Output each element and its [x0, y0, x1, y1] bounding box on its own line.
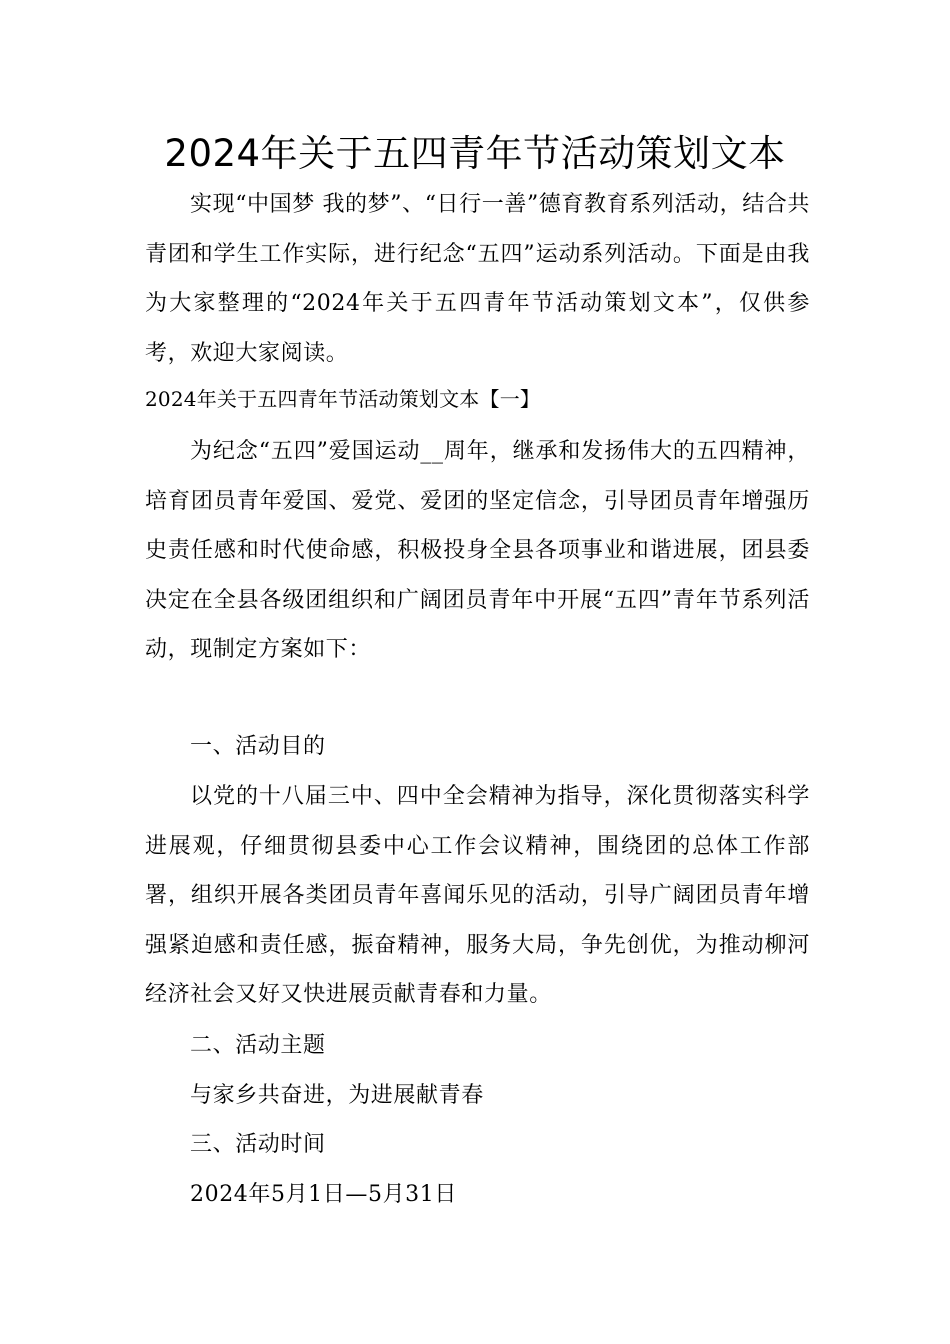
activity-theme-text: 与家乡共奋进，为进展献青春 [190, 1083, 484, 1108]
intro-paragraph: 实现“中国梦 我的梦”、“日行一善”德育教育系列活动，结合共青团和学生工作实际，进行纪念“五四”运动系列活动。下面是由我为大家整理的“2024年关于五四青年节活动策划文本”，仅供参考，欢迎大家阅读。 [145, 192, 810, 366]
paragraph-purpose-intro: 为纪念“五四”爱国运动__周年，继承和发扬伟大的五四精神，培育团员青年爱国、爱党、爱团的坚定信念，引导团员青年增强历史责任感和时代使命感，积极投身全县各项事业和谐进展，团县委决定在全县各级团组织和广阔团员青年中开展“五四”青年节系列活动，现制定方案如下： [145, 439, 810, 662]
heading-activity-theme: 二、活动主题 [190, 1033, 326, 1058]
paragraph-activity-goal: 以党的十八届三中、四中全会精神为指导，深化贯彻落实科学进展观，仔细贯彻县委中心工作会议精神，围绕团的总体工作部署，组织开展各类团员青年喜闻乐见的活动，引导广阔团员青年增强紧迫感和责任感，振奋精神，服务大局，争先创优，为推动柳河经济社会又好又快进展贡献青春和力量。 [145, 784, 810, 1007]
activity-time-text: 2024年5月1日—5月31日 [190, 1182, 457, 1207]
heading-activity-time: 三、活动时间 [190, 1132, 326, 1157]
document-title: 2024年关于五四青年节活动策划文本 [164, 132, 786, 175]
heading-activity-goal: 一、活动目的 [190, 734, 326, 759]
section-title: 2024年关于五四青年节活动策划文本【一】 [145, 387, 541, 411]
